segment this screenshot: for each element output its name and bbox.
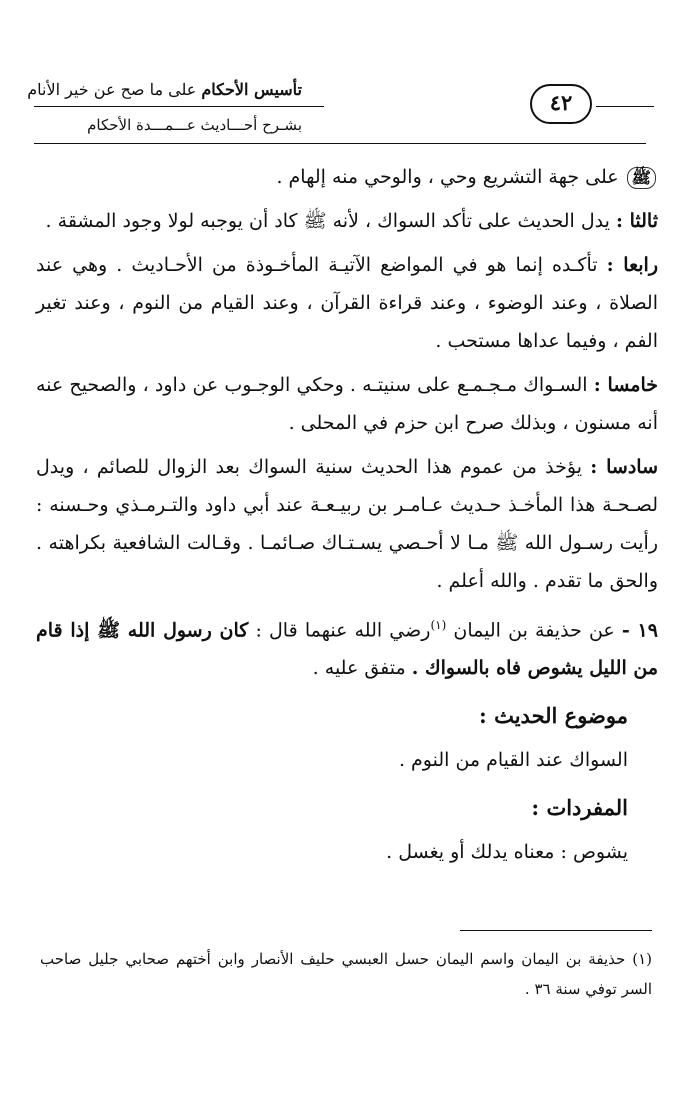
book-title (22, 80, 302, 99)
salawat-icon: ﷺ (627, 167, 656, 189)
paragraph-fourth-text: تأكـده إنما هو في المواضع الآتيـة المأخـوذة من الأحـاديث . وهي عند الصلاة ، وعند الوضوء ، وعند قراءة القرآن ، وعند القيام من النوم ، وعند تغير الفم ، وفيما عداها مستحب . (36, 254, 658, 352)
paragraph-third (36, 202, 658, 240)
hadith-paragraph (36, 606, 658, 687)
hadith-text: كان رسول الله ﷺ إذا قام من الليل يشوص فاه بالسواك . (36, 619, 658, 680)
book-title-rest: على ما صح عن خير الأنام (27, 80, 197, 99)
hadith-intro: عن حذيفة بن اليمان (453, 619, 615, 642)
main-text (36, 158, 658, 881)
topic-heading: موضوع الحديث : (479, 703, 628, 729)
footnote-rule (460, 930, 652, 931)
topic-text: السواك عند القيام من النوم . (398, 749, 628, 772)
hadith-source: متفق عليه . (312, 657, 406, 680)
page-number: ٤٢ (530, 84, 592, 124)
hadith-intro-2: رضي الله عنهما قال : (255, 619, 431, 642)
paragraph-sixth-text: يؤخذ من عموم هذا الحديث سنية السواك بعد الزوال للصائم ، ويدل لصـحـة هذا المأخـذ حـديث عـامـر بن ربيـعـة عند أبي داود والتـرمـذي وحـسنه : رأيت رسـول الله ﷺ مـا لا أحـصي يسـتـاك صـائمـا . وقـالت الشافعية بكراهته . والحق ما تقدم . والله أعلم . (36, 456, 658, 592)
header-rule-right (596, 106, 654, 107)
paragraph-1-text: على جهة التشريع وحي ، والوحي منه إلهام . (276, 166, 619, 188)
paragraph-fourth (36, 246, 658, 360)
paragraph-1 (36, 158, 658, 196)
paragraph-fifth-text: السـواك مـجـمـع على سنيتـه . وحكي الوجـوب عن داود ، والصحيح عنه أنه مسنون ، وبذلك صرح ابن حزم في المحلى . (36, 374, 658, 434)
paragraph-fourth-lead: رابعا : (606, 254, 658, 276)
hadith-number: ١٩ - (621, 619, 658, 642)
paragraph-third-lead: ثالثا : (615, 210, 658, 232)
book-subtitle: بشـرح أحـــاديث عـــمـــدة الأحكام (87, 116, 302, 134)
header-rule-top (34, 106, 324, 107)
footnote: (١) حذيفة بن اليمان واسم اليمان حسل العبسي حليف الأنصار وابن أختهم صحابي جليل صاحب السر توفي سنة ٣٦ . (40, 950, 652, 998)
paragraph-third-text: يدل الحديث على تأكد السواك ، لأنه ﷺ كاد أن يوجبه لولا وجود المشقة . (45, 210, 610, 232)
footnote-reference: (١) (430, 618, 447, 632)
paragraph-fifth (36, 366, 658, 442)
header-rule-bottom (34, 143, 646, 144)
book-title-bold: تأسيس الأحكام (201, 80, 302, 99)
paragraph-sixth-lead: سادسا : (590, 456, 658, 478)
vocab-text: يشوص : معناه يدلك أو يغسل . (386, 841, 628, 864)
paragraph-sixth (36, 448, 658, 600)
paragraph-fifth-lead: خامسا : (593, 374, 658, 396)
vocab-heading: المفردات : (531, 795, 628, 821)
